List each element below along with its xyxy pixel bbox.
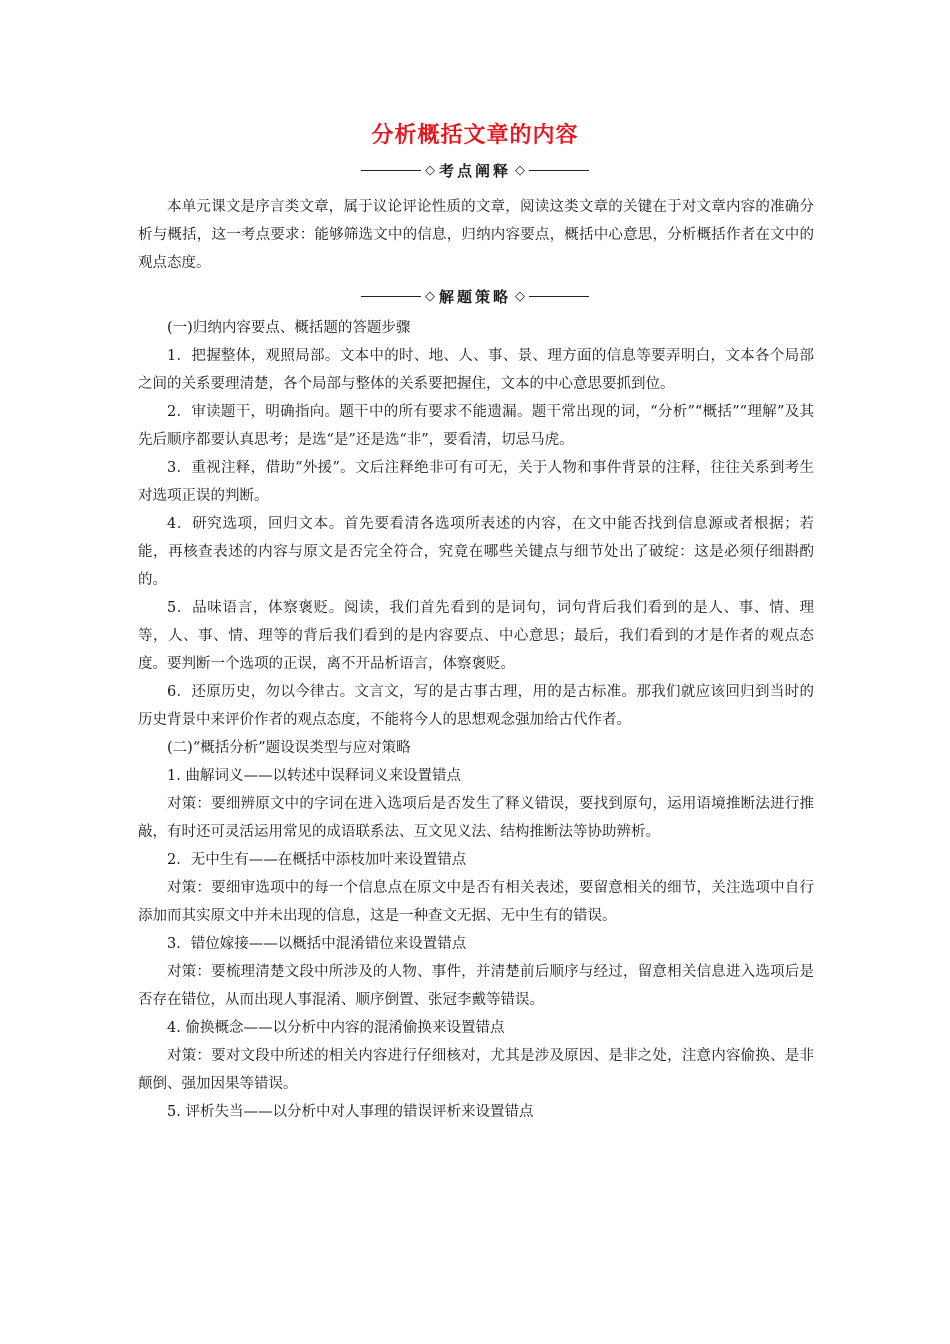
paragraph: 2．审读题干，明确指向。题干中的所有要求不能遗漏。题干常出现的词，“分析”“概括”“理解”及其先后顺序都要认真思考；是选“是”还是选“非”，要看清，切忌马虎。 (138, 404, 814, 448)
list-item-heading: 4. 偷换概念——以分析中内容的混淆偷换来设置错点 (167, 1020, 505, 1036)
diamond-icon: ◇ (424, 288, 435, 304)
paragraph: 对策：要细审选项中的每一个信息点在原文中是否有相关表述，要留意相关的细节，关注选项中自行添加而其实原文中并未出现的信息，这是一种查文无据、无中生有的错误。 (138, 880, 814, 924)
section-heading-kaodian (0, 157, 950, 183)
paragraph: 对策：要细辨原文中的字词在进入选项后是否发生了释义错误，要找到原句，运用语境推断法进行推敲，有时还可灵活运用常见的成语联系法、互文见义法、结构推断法等协助辨析。 (138, 796, 814, 840)
list-item-heading: 2．无中生有——在概括中添枝加叶来设置错点 (167, 852, 467, 868)
paragraph: 4．研究选项，回归文本。首先要看清各选项所表述的内容，在文中能否找到信息源或者根据；若能，再核查表述的内容与原文是否完全符合，究竟在哪些关键点与细节处出了破绽：这是必须仔细斟酌的。 (138, 516, 814, 588)
subheading: (二)“概括分析”题设误类型与应对策略 (167, 740, 411, 756)
subheading: (一)归纳内容要点、概括题的答题步骤 (167, 320, 411, 336)
list-item-heading: 5. 评析失当——以分析中对人事理的错误评析来设置错点 (167, 1104, 534, 1120)
diamond-icon: ◇ (515, 288, 525, 304)
heading-rule-right (529, 296, 589, 297)
section-heading-label: 考点阐释 (438, 161, 511, 180)
paragraph: 本单元课文是序言类文章，属于议论评论性质的文章，阅读这类文章的关键在于对文章内容的准确分析与概括，这一考点要求：能够筛选文中的信息，归纳内容要点，概括中心意思，分析概括作者在文中的观点态度。 (138, 199, 814, 271)
paragraph: 对策：要梳理清楚文段中所涉及的人物、事件，并清楚前后顺序与经过，留意相关信息进入选项后是否存在错位，从而出现人事混淆、顺序倒置、张冠李戴等错误。 (138, 964, 814, 1008)
paragraph: 3．重视注释，借助“外援”。文后注释绝非可有可无，关于人物和事件背景的注释，往往关系到考生对选项正误的判断。 (138, 460, 814, 504)
paragraph: 5．品味语言，体察褒贬。阅读，我们首先看到的是词句，词句背后我们看到的是人、事、情、理等，人、事、情、理等的背后我们看到的是内容要点、中心意思；最后，我们看到的才是作者的观点态度。要判断一个选项的正误，离不开品析语言，体察褒贬。 (138, 600, 814, 672)
diamond-icon: ◇ (515, 162, 525, 178)
paragraph: 对策：要对文段中所述的相关内容进行仔细核对，尤其是涉及原因、是非之处，注意内容偷换、是非颠倒、强加因果等错误。 (138, 1048, 814, 1092)
section-body-jieti (138, 314, 814, 1126)
section-heading-jieti (0, 283, 950, 309)
section-heading-label: 解题策略 (438, 287, 511, 306)
list-item-heading: 1. 曲解词义——以转述中误释词义来设置错点 (167, 768, 461, 784)
page-title: 分析概括文章的内容 (371, 123, 579, 148)
paragraph: 1．把握整体，观照局部。文本中的时、地、人、事、景、理方面的信息等要弄明白，文本各个局部之间的关系要理清楚，各个局部与整体的关系要把握住，文本的中心意思要抓到位。 (138, 348, 814, 392)
heading-rule-left (361, 296, 421, 297)
heading-rule-left (361, 170, 421, 171)
diamond-icon: ◇ (424, 162, 435, 178)
paragraph: 6．还原历史，勿以今律古。文言文，写的是古事古理，用的是古标准。那我们就应该回归到当时的历史背景中来评价作者的观点态度，不能将今人的思想观念强加给古代作者。 (138, 684, 814, 728)
list-item-heading: 3．错位嫁接——以概括中混淆错位来设置错点 (167, 936, 467, 952)
section-body-kaodian (138, 193, 814, 277)
heading-rule-right (529, 170, 589, 171)
